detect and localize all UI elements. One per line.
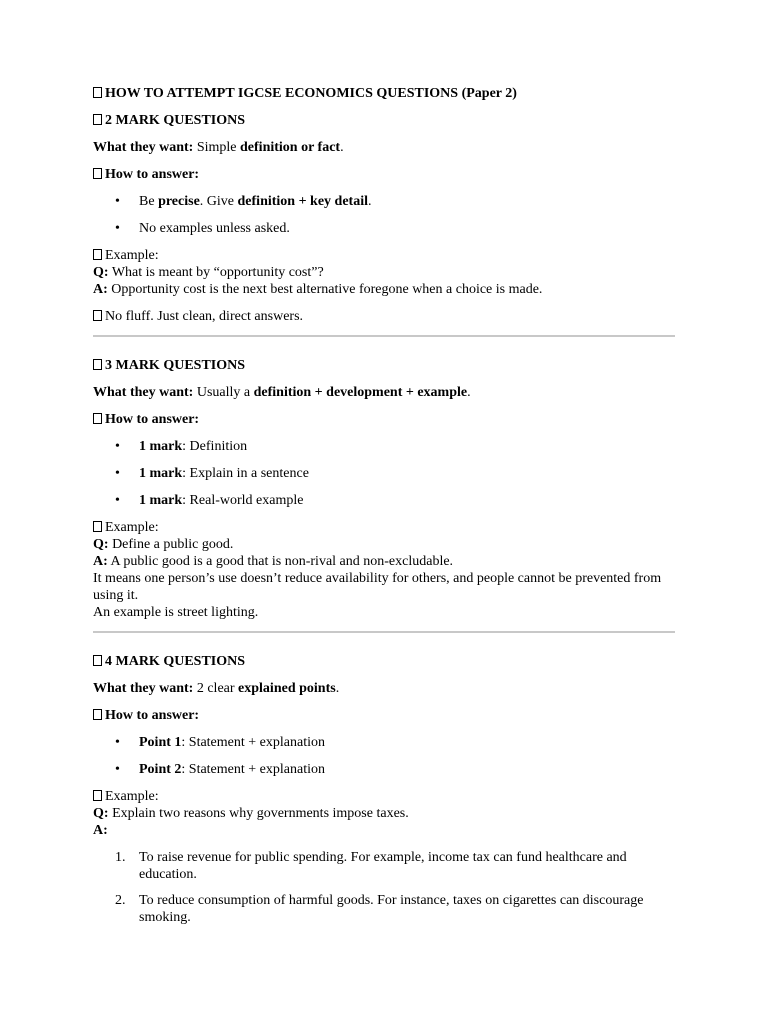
section-2-mark xyxy=(93,112,675,325)
example-label-row xyxy=(93,788,675,805)
how-to-answer-label: How to answer: xyxy=(105,708,200,723)
bullet-text: : Definition xyxy=(182,439,248,454)
bullet-emphasis: Point 1 xyxy=(139,735,182,750)
bullet-emphasis: 1 mark xyxy=(139,439,183,454)
document-title-row xyxy=(93,85,675,102)
want-text: Simple xyxy=(196,140,241,155)
section-heading: 2 MARK QUESTIONS xyxy=(105,113,246,128)
bullet-text: . Give xyxy=(199,194,238,209)
bullet-text: Be xyxy=(139,194,159,209)
bullet-list xyxy=(93,193,675,237)
section-heading-row xyxy=(93,112,675,129)
document-title: HOW TO ATTEMPT IGCSE ECONOMICS QUESTIONS (Paper 2) xyxy=(105,86,517,101)
how-to-answer-row xyxy=(93,166,675,183)
bullet-item xyxy=(93,220,675,237)
note-row xyxy=(93,308,675,325)
item-number: 1. xyxy=(115,850,126,865)
what-they-want xyxy=(93,139,675,156)
bullet-emphasis: Point 2 xyxy=(139,762,182,777)
a-label: A: xyxy=(93,554,108,569)
example-label-row xyxy=(93,247,675,264)
question-row xyxy=(93,805,675,822)
bullet-list xyxy=(93,734,675,778)
want-label: What they want: xyxy=(93,681,194,696)
what-they-want xyxy=(93,680,675,697)
want-emphasis: definition or fact xyxy=(240,140,341,155)
example-block xyxy=(93,788,675,839)
question-text: What is meant by “opportunity cost”? xyxy=(111,265,324,280)
want-emphasis: definition + development + example xyxy=(253,385,468,400)
want-punct: . xyxy=(340,140,344,155)
bullet-emphasis: 1 mark xyxy=(139,493,183,508)
bullet-emphasis: definition + key detail xyxy=(237,194,368,209)
want-text: 2 clear xyxy=(196,681,239,696)
numbered-item xyxy=(93,849,675,883)
section-4-mark xyxy=(93,653,675,926)
bullet-text: No examples unless asked. xyxy=(139,221,290,236)
answer-text: A public good is a good that is non-rival and non-excludable. xyxy=(110,554,454,569)
question-text: Define a public good. xyxy=(112,537,234,552)
missing-glyph-icon xyxy=(93,655,102,666)
missing-glyph-icon xyxy=(93,359,102,370)
missing-glyph-icon xyxy=(93,521,102,532)
a-label: A: xyxy=(93,823,108,838)
want-label: What they want: xyxy=(93,140,194,155)
want-punct: . xyxy=(335,681,340,696)
bullet-item xyxy=(93,492,675,509)
example-label: Example: xyxy=(105,520,159,535)
numbered-answer-list xyxy=(93,849,675,926)
bullet-text: : Real-world example xyxy=(182,493,304,508)
item-number: 2. xyxy=(115,893,126,908)
how-to-answer-label: How to answer: xyxy=(105,412,200,427)
example-label: Example: xyxy=(105,789,159,804)
want-emphasis: explained points xyxy=(238,681,336,696)
missing-glyph-icon xyxy=(93,709,102,720)
bullet-text: : Statement + explanation xyxy=(181,735,325,750)
section-divider xyxy=(93,631,675,633)
section-heading: 3 MARK QUESTIONS xyxy=(105,358,246,373)
section-heading-row xyxy=(93,653,675,670)
bullet-text: : Explain in a sentence xyxy=(182,466,309,481)
answer-text: Opportunity cost is the next best alternative foregone when a choice is made. xyxy=(111,282,543,297)
bullet-list xyxy=(93,438,675,509)
missing-glyph-icon xyxy=(93,310,102,321)
bullet-item xyxy=(93,193,675,210)
bullet-text: . xyxy=(368,194,372,209)
q-label: Q: xyxy=(93,265,109,280)
bullet-text: : Statement + explanation xyxy=(181,762,325,777)
note-text: No fluff. Just clean, direct answers. xyxy=(105,309,304,324)
example-block xyxy=(93,247,675,298)
missing-glyph-icon xyxy=(93,168,102,179)
bullet-emphasis: 1 mark xyxy=(139,466,183,481)
item-text: To raise revenue for public spending. For example, income tax can fund healthcare and education. xyxy=(139,850,627,882)
missing-glyph-icon xyxy=(93,114,102,125)
missing-glyph-icon xyxy=(93,413,102,424)
want-label: What they want: xyxy=(93,385,194,400)
what-they-want xyxy=(93,384,675,401)
example-label: Example: xyxy=(105,248,159,263)
bullet-emphasis: precise xyxy=(158,194,200,209)
bullet-item xyxy=(93,438,675,455)
bullet-item xyxy=(93,761,675,778)
question-row xyxy=(93,264,675,281)
q-label: Q: xyxy=(93,806,109,821)
section-divider xyxy=(93,335,675,337)
bullet-item xyxy=(93,734,675,751)
section-heading: 4 MARK QUESTIONS xyxy=(105,654,246,669)
section-3-mark xyxy=(93,357,675,621)
example-label-row xyxy=(93,519,675,536)
how-to-answer-row xyxy=(93,411,675,428)
numbered-item xyxy=(93,892,675,926)
section-heading-row xyxy=(93,357,675,374)
missing-glyph-icon xyxy=(93,87,102,98)
want-text: Usually a xyxy=(196,385,254,400)
want-punct: . xyxy=(467,385,471,400)
answer-row xyxy=(93,822,675,839)
document-page xyxy=(93,85,675,935)
q-label: Q: xyxy=(93,537,109,552)
answer-row xyxy=(93,553,675,570)
answer-continuation: An example is street lighting. xyxy=(93,605,259,620)
example-block xyxy=(93,519,675,621)
missing-glyph-icon xyxy=(93,249,102,260)
item-text: To reduce consumption of harmful goods. For instance, taxes on cigarettes can discourage smoking. xyxy=(139,893,644,925)
question-row xyxy=(93,536,675,553)
bullet-item xyxy=(93,465,675,482)
how-to-answer-row xyxy=(93,707,675,724)
question-text: Explain two reasons why governments impose taxes. xyxy=(112,806,409,821)
answer-continuation: It means one person’s use doesn’t reduce availability for others, and people cannot be prevented from using it. xyxy=(93,571,662,603)
answer-row xyxy=(93,281,675,298)
how-to-answer-label: How to answer: xyxy=(105,167,200,182)
missing-glyph-icon xyxy=(93,790,102,801)
a-label: A: xyxy=(93,282,108,297)
